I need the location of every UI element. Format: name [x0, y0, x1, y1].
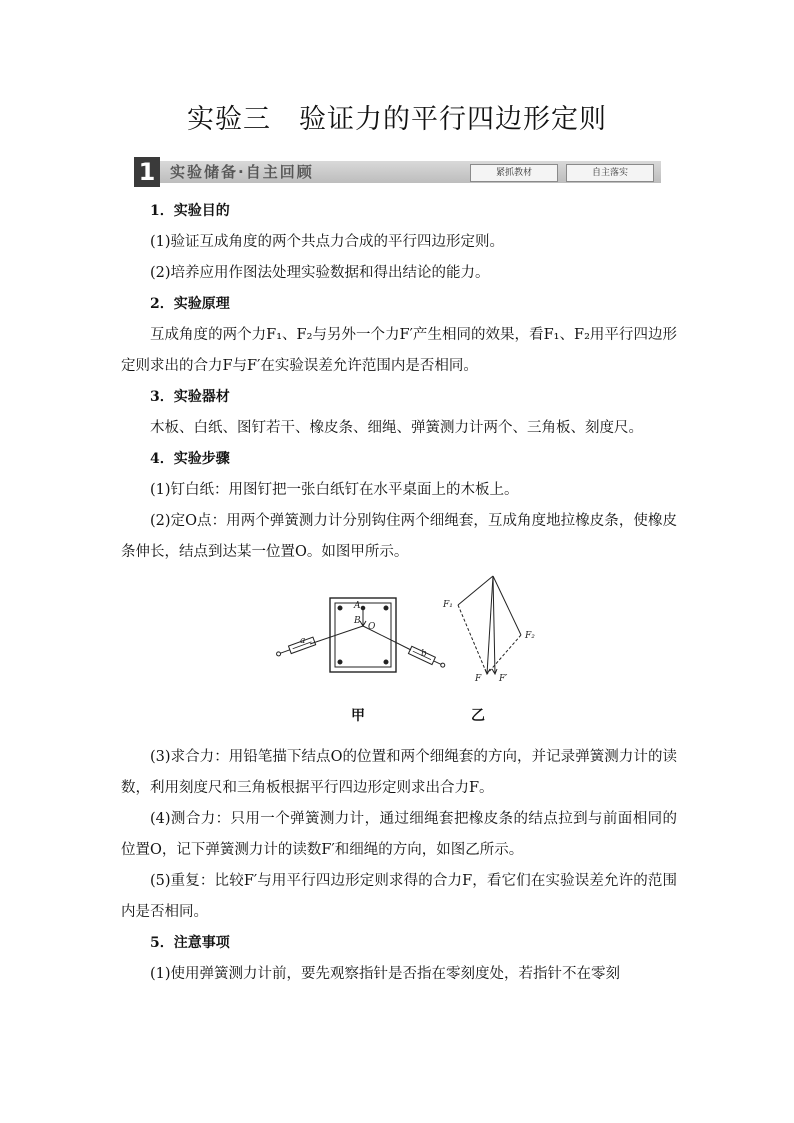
parallelogram-side-2: [487, 635, 521, 674]
section-heading-purpose: 1．实验目的: [150, 203, 230, 219]
purpose-item-1: (1)验证互成角度的两个共点力合成的平行四边形定则。: [150, 234, 505, 250]
force-f-line: [487, 576, 493, 674]
step-item-2: (2)定O点：用两个弹簧测力计分别钩住两个细绳套，互成角度地拉橡皮条，使橡皮条伸长，结点到达某一位置O。如图甲所示。: [121, 513, 677, 560]
label-o-point: O: [368, 622, 376, 632]
section-banner: [134, 159, 661, 185]
notes-item-1: (1)使用弹簧测力计前，要先观察指针是否指在零刻度处，若指针不在零刻: [150, 966, 621, 982]
section-heading-steps: 4．实验步骤: [150, 451, 230, 467]
pin-icon: [384, 660, 388, 664]
label-b-point: B: [354, 616, 361, 626]
section-heading-principle: 2．实验原理: [150, 296, 230, 312]
caption-right: 乙: [471, 708, 485, 724]
figure-left-diagram: [275, 598, 446, 672]
equipment-text: 木板、白纸、图钉若干、橡皮条、细绳、弹簧测力计两个、三角板、刻度尺。: [150, 420, 643, 436]
label-a-point: A: [354, 601, 361, 611]
section-heading-notes: 5．注意事项: [150, 935, 230, 951]
figure-right-diagram: [458, 576, 521, 674]
step-item-1: (1)钉白纸：用图钉把一张白纸钉在水平桌面上的木板上。: [150, 482, 519, 498]
label-f1: F₁: [443, 600, 453, 610]
caption-left: 甲: [351, 708, 365, 724]
step-item-3: (3)求合力：用铅笔描下结点O的位置和两个细绳套的方向，并记录弹簧测力计的读数，利用刻度尺和三角板根据平行四边形定则求出合力F。: [121, 749, 677, 796]
spring-scale-a-icon: [275, 637, 315, 658]
textbook-button[interactable]: 紧抓教材: [470, 164, 558, 182]
section-heading-equipment: 3．实验器材: [150, 389, 230, 405]
pin-icon: [384, 606, 388, 610]
force-fprime-line: [493, 576, 495, 674]
page-title: 实验三 验证力的平行四边形定则: [187, 104, 607, 135]
force-f2-line: [493, 576, 521, 635]
label-fprime: F′: [499, 674, 508, 684]
principle-text: 互成角度的两个力F₁、F₂与另外一个力F′产生相同的效果，看F₁、F₂用平行四边形定则求出的合力F与F′在实验误差允许范围内是否相同。: [121, 327, 677, 374]
string-a: [310, 626, 363, 644]
pin-icon: [338, 606, 342, 610]
banner-label: 实验储备·自主回顾: [170, 163, 314, 181]
parallelogram-side-1: [458, 605, 487, 674]
self-study-button[interactable]: 自主落实: [566, 164, 654, 182]
main-content: [121, 196, 677, 990]
label-b-scale: b: [421, 649, 427, 659]
experiment-figure: [121, 568, 677, 742]
spring-scale-b-icon: [408, 646, 446, 669]
step-item-4: (4)测合力：只用一个弹簧测力计，通过细绳套把橡皮条的结点拉到与前面相同的位置O，记下弹簧测力计的读数F′和细绳的方向，如图乙所示。: [121, 811, 677, 858]
label-f: F: [475, 674, 482, 684]
pin-icon: [338, 660, 342, 664]
step-item-5: (5)重复：比较F′与用平行四边形定则求得的合力F，看它们在实验误差允许的范围内是否相同。: [121, 873, 677, 920]
label-a-scale: a: [300, 636, 306, 646]
label-f2: F₂: [525, 631, 535, 641]
figure-svg: [121, 568, 677, 742]
banner-number: 1: [134, 157, 160, 187]
force-f1-line: [458, 576, 493, 605]
purpose-item-2: (2)培养应用作图法处理实验数据和得出结论的能力。: [150, 265, 490, 281]
